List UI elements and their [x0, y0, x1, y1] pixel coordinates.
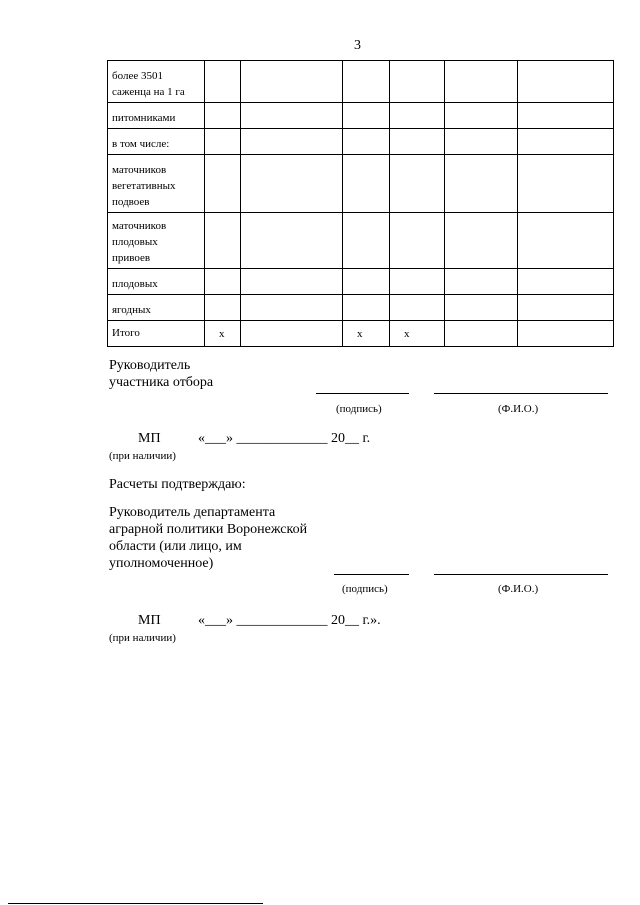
mp-note-2: (при наличии): [109, 632, 176, 644]
row-label-line: вегетативных: [112, 180, 176, 192]
row-label-line: маточников: [112, 220, 167, 232]
table-cell: [205, 155, 241, 213]
table-cell: [518, 129, 614, 155]
row-label-line: маточников: [112, 164, 167, 176]
table-cell: [343, 103, 390, 129]
table-row: [108, 129, 614, 155]
table-cell: [343, 213, 390, 269]
table-row: [108, 103, 614, 129]
fio-line: [434, 393, 608, 394]
table-cell: [241, 103, 343, 129]
table-cell: [445, 321, 518, 347]
dept-head-line1: Руководитель департамента: [109, 505, 276, 520]
row-label: [108, 155, 205, 213]
signature-line-2: [334, 574, 409, 575]
table-cell: x: [390, 321, 445, 347]
table-row: [108, 213, 614, 269]
table-row: [108, 295, 614, 321]
mp-note: (при наличии): [109, 450, 176, 462]
table-cell: [518, 103, 614, 129]
footer-rule: [8, 903, 263, 904]
table-cell: [205, 129, 241, 155]
table-cell: [241, 269, 343, 295]
date-field: «___» _____________ 20__ г.: [198, 431, 371, 446]
row-label-line: саженца на 1 га: [112, 86, 185, 98]
table-cell: [390, 103, 445, 129]
row-label: [108, 213, 205, 269]
table-cell: [241, 61, 343, 103]
dept-head-line2: аграрной политики Воронежской: [109, 522, 308, 537]
head-title-line2: участника отбора: [109, 375, 214, 390]
table-cell: [445, 129, 518, 155]
dept-head-line3: области (или лицо, им: [109, 539, 242, 554]
dept-head-line4: уполномоченное): [109, 556, 214, 571]
table-cell: [205, 269, 241, 295]
row-label-line: привоев: [112, 252, 151, 264]
table-cell: [445, 213, 518, 269]
row-label-line: плодовых: [112, 278, 158, 290]
table-row: [108, 155, 614, 213]
table-cell: [205, 213, 241, 269]
mp-label: МП: [138, 431, 161, 446]
signature-line: [316, 393, 409, 394]
table-cell: [518, 155, 614, 213]
head-title-line1: Руководитель: [109, 358, 191, 373]
row-label-line: плодовых: [112, 236, 158, 248]
row-label: [108, 321, 205, 347]
table-cell: [241, 213, 343, 269]
row-label-line: ягодных: [112, 304, 151, 316]
row-label-line: в том числе:: [112, 138, 170, 150]
table-cell: [390, 295, 445, 321]
page-number: 3: [354, 38, 361, 53]
table-row: [108, 61, 614, 103]
row-label: [108, 103, 205, 129]
table-cell: [343, 129, 390, 155]
table-cell: [518, 61, 614, 103]
table-cell: [241, 295, 343, 321]
row-label: [108, 269, 205, 295]
confirm-text: Расчеты подтверждаю:: [109, 477, 246, 492]
date-field-2: «___» _____________ 20__ г.».: [198, 613, 381, 628]
row-label-line: подвоев: [112, 196, 150, 208]
table-cell: [343, 155, 390, 213]
table-cell: [445, 155, 518, 213]
table-cell: [390, 269, 445, 295]
row-label-line: Итого: [112, 326, 140, 339]
signature-label: (подпись): [336, 403, 382, 415]
table-cell: [241, 155, 343, 213]
table-cell: x: [205, 321, 241, 347]
row-label: [108, 295, 205, 321]
table-cell: [518, 321, 614, 347]
table-row: [108, 321, 614, 347]
table-cell: [343, 269, 390, 295]
fio-label-2: (Ф.И.О.): [498, 583, 539, 595]
row-label: [108, 61, 205, 103]
table-cell: [205, 295, 241, 321]
table-cell: [518, 213, 614, 269]
table-cell: [518, 295, 614, 321]
table-cell: [390, 155, 445, 213]
table-cell: [343, 61, 390, 103]
table-cell: [445, 103, 518, 129]
table-cell: [343, 295, 390, 321]
table-cell: [390, 129, 445, 155]
signature-label-2: (подпись): [342, 583, 388, 595]
row-label-line: питомниками: [112, 112, 176, 124]
table-cell: [241, 321, 343, 347]
table-cell: [205, 103, 241, 129]
table-row: [108, 269, 614, 295]
row-label-line: более 3501: [112, 70, 163, 82]
row-label: [108, 129, 205, 155]
table-cell: [445, 269, 518, 295]
fio-label: (Ф.И.О.): [498, 403, 539, 415]
mp-label-2: МП: [138, 613, 161, 628]
table-cell: [390, 61, 445, 103]
table-cell: [205, 61, 241, 103]
fio-line-2: [434, 574, 608, 575]
table-cell: [518, 269, 614, 295]
table-cell: x: [343, 321, 390, 347]
table-cell: [445, 61, 518, 103]
calculation-table: [107, 60, 614, 347]
table-cell: [241, 129, 343, 155]
table-cell: [390, 213, 445, 269]
table-cell: [445, 295, 518, 321]
